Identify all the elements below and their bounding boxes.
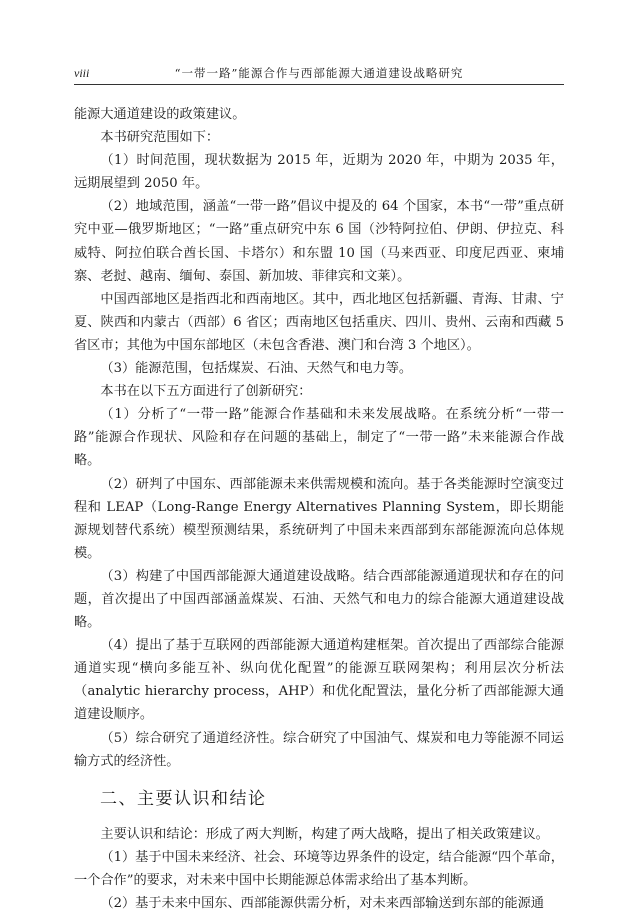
page-body [74,103,564,915]
paragraph: （2）基于未来中国东、西部能源供需分析，对未来西部输送到东部的能源通 [100,896,544,911]
running-title: “一带一路”能源合作与西部能源大通道建设战略研究 [174,66,464,80]
paragraph: （2）地域范围，涵盖“一带一路”倡议中提及的 64 个国家，本书“一带”重点研究中亚—俄罗斯地区；“一路”重点研究中东 6 国（沙特阿拉伯、伊朗、伊拉克、科威特、阿拉伯联合酋长国、卡塔尔）和东盟 10 国（马来西亚、印度尼西亚、柬埔寨、老挝、越南、缅甸、泰国、新加坡、菲律宾和文莱）。 [74,199,564,284]
paragraph: （3）构建了中国西部能源大通道建设战略。结合西部能源通道现状和存在的问题，首次提出了中国西部涵盖煤炭、石油、天然气和电力的综合能源大通道建设战略。 [74,568,564,631]
paragraph: （1）基于中国未来经济、社会、环境等边界条件的设定，结合能源“四个革命，一个合作”的要求，对未来中国中长期能源总体需求给出了基本判断。 [74,849,564,888]
page-header [74,62,564,85]
paragraph: （3）能源范围，包括煤炭、石油、天然气和电力等。 [100,361,413,377]
page-number: viii [74,66,90,80]
paragraph: （1）分析了“一带一路”能源合作基础和未来发展战略。在系统分析“一带一路”能源合作现状、风险和存在问题的基础上，制定了“一带一路”未来能源合作战略。 [74,407,564,469]
paragraph: 中国西部地区是指西北和西南地区。其中，西北地区包括新疆、青海、甘肃、宁夏、陕西和内蒙古（西部）6 省区；西南地区包括重庆、四川、贵州、云南和西藏 5 省区市；其他为中国东部地区（未包含香港、澳门和台湾 3 个地区）。 [74,291,564,353]
paragraph: （1）时间范围，现状数据为 2015 年，近期为 2020 年，中期为 2035 年，远期展望到 2050 年。 [74,153,564,192]
section-heading: 二、主要认识和结论 [100,788,267,809]
paragraph: 本书在以下五方面进行了创新研究： [100,384,312,400]
paragraph: 主要认识和结论：形成了两大判断，构建了两大战略，提出了相关政策建议。 [100,826,549,842]
paragraph: （5）综合研究了通道经济性。综合研究了中国油气、煤炭和电力等能源不同运输方式的经济性。 [74,730,564,769]
paragraph: 能源大通道建设的政策建议。 [74,107,246,122]
paragraph: （2）研判了中国东、西部能源未来供需规模和流向。基于各类能源时空演变过程和 LEAP（Long-Range Energy Alternatives Planning System，即长期能源规划替代系统）模型预测结果，系统研判了中国未来西部到东部能源流向总体规模。 [74,476,564,561]
paragraph: （4）提出了基于互联网的西部能源大通道构建框架。首次提出了西部综合能源通道实现“横向多能互补、纵向优化配置”的能源互联网架构；利用层次分析法（analytic hierarchy process，AHP）和优化配置法，量化分析了西部能源大通道建设顺序。 [74,638,564,723]
paragraph: 本书研究范围如下： [100,130,220,146]
